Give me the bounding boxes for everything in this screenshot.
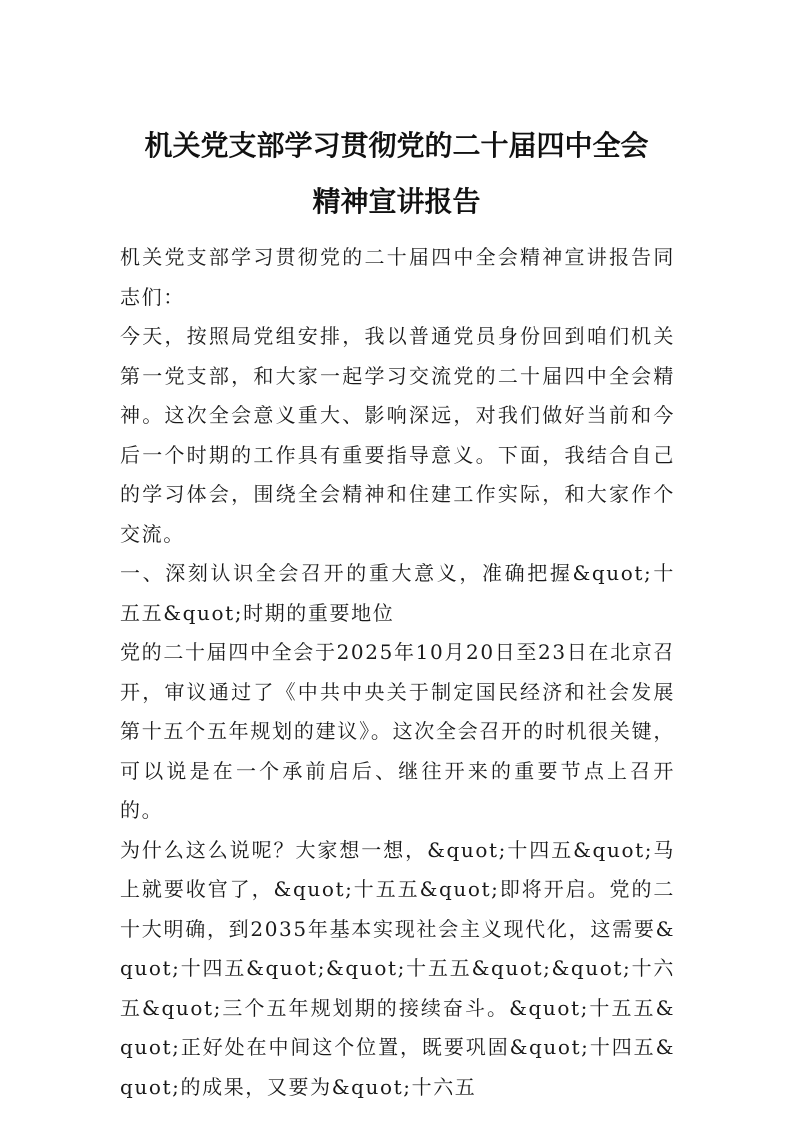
- title-line-2: 精神宣讲报告: [312, 185, 481, 218]
- document-title: [60, 118, 733, 230]
- document-body: [120, 238, 675, 1107]
- paragraph-why-important: 为什么这么说呢？大家想一想，&quot;十四五&quot;马上就要收官了，&quot;十五五&quot;即将开启。党的二十大明确，到2035年基本实现社会主义现代化，这需要&quot;十四五&quot;&quot;十五五&quot;&quot;十六五&quot;三个五年规划期的接续奋斗。&quot;十五五&quot;正好处在中间这个位置，既要巩固&quot;十四五&quot;的成果，又要为&quot;十六五: [120, 837, 675, 1099]
- paragraph-plenum-meeting: 党的二十届四中全会于2025年10月20日至23日在北京召开，审议通过了《中共中央关于制定国民经济和社会发展第十五个五年规划的建议》。这次全会召开的时机很关键，可以说是在一个承前启后、继往开来的重要节点上召开的。: [120, 640, 675, 822]
- section-heading-1: 一、深刻认识全会召开的重大意义，准确把握&quot;十五五&quot;时期的重要地位: [120, 561, 675, 625]
- paragraph-salutation: 机关党支部学习贯彻党的二十届四中全会精神宣讲报告同志们：: [120, 245, 675, 309]
- title-line-1: 机关党支部学习贯彻党的二十届四中全会: [144, 129, 649, 162]
- paragraph-intro: 今天，按照局党组安排，我以普通党员身份回到咱们机关第一党支部，和大家一起学习交流党的二十届四中全会精神。这次全会意义重大、影响深远，对我们做好当前和今后一个时期的工作具有重要指导意义。下面，我结合自己的学习体会，围绕全会精神和住建工作实际，和大家作个交流。: [120, 324, 675, 546]
